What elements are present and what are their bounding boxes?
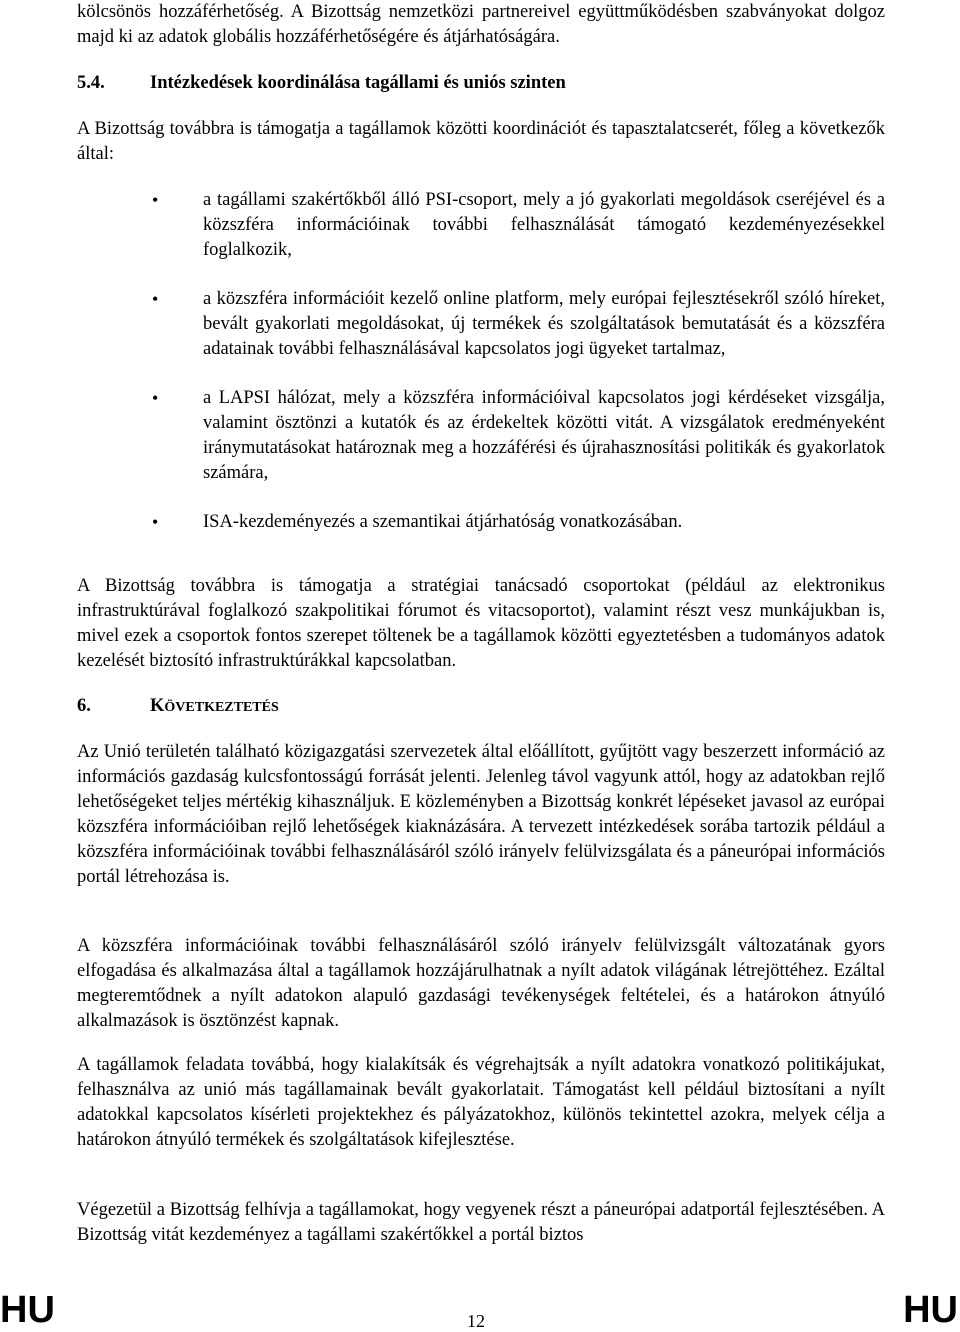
section-6-paragraph: A tagállamok feladata továbbá, hogy kialakítsák és végrehajtsák a nyílt adatokra vonatkozó politikájukat, felhasználva az unió más tagállamainak bevált gyakorlatait. Támogatást kell például biztosítani a nyílt adatokkal kapcsolatos kísérleti projektekhez és pályázatokhoz, különös tekintettel azokra, melyek célja a határokon átnyúló termékek és szolgáltatások kifejlesztése. (77, 1055, 885, 1150)
section-5-4-title: Intézkedések koordinálása tagállami és uniós szinten (150, 73, 566, 93)
list-item: • ISA-kezdeményezés a szemantikai átjárhatóság vonatkozásában. (77, 510, 885, 535)
footer-language-code-right: HU (903, 1289, 958, 1331)
page-number: 12 (467, 1311, 485, 1331)
section-5-4-heading (77, 71, 885, 96)
section-5-4-paragraph: A Bizottság továbbra is támogatja a tagállamok közötti koordinációt és tapasztalatcserét, főleg a következők által: (77, 119, 885, 164)
list-item: • a LAPSI hálózat, mely a közszféra információival kapcsolatos jogi kérdéseket vizsgálja, valamint ösztönzi a kutatók és az érdekeltek közötti vitát. A vizsgálatok eredményeként iránymutatásokat határoznak meg a hozzáférési és újrahasznosítási politikák és gyakorlatok számára, (77, 386, 885, 486)
section-6-title-rest: ÖVETKEZTETÉS (164, 700, 279, 715)
footer-language-code-left: HU (0, 1289, 55, 1331)
section-6-number: 6. (77, 696, 91, 716)
section-6-paragraph: Az Unió területén található közigazgatási szervezetek által előállított, gyűjtött vagy beszerzett információ az információs gazdaság kulcsfontosságú forrását jelenti. Jelenleg távol vagyunk attól, hogy az adatokban rejlő lehetőségeket teljes mértékig kihasználjuk. E közleményben a Bizottság konkrét lépéseket javasol az európai közszféra információiban rejlő lehetőségek kiaknázására. A tervezett intézkedések sorába tartozik például a közszféra információinak további felhasználásáról szóló irányelv felülvizsgálata és a páneurópai információs portál létrehozása is. (77, 742, 885, 887)
list-item: • a közszféra információit kezelő online platform, mely európai fejlesztésekről szóló híreket, bevált gyakorlati megoldásokat, új termékek és szolgáltatások bemutatását és a közszféra adatainak további felhasználásával kapcsolatos jogi ügyeket tartalmaz, (77, 287, 885, 362)
section-6-paragraph: Végezetül a Bizottság felhívja a tagállamokat, hogy vegyenek részt a páneurópai adatportál fejlesztésében. A Bizottság vitát kezdeményez a tagállami szakértőkkel a portál biztos (77, 1200, 885, 1245)
section-6-title (150, 694, 279, 720)
section-6-title-first: K (150, 696, 165, 716)
section-5-4-closing-paragraph: A Bizottság továbbra is támogatja a stratégiai tanácsadó csoportokat (például az elektronikus infrastruktúrával foglalkozó szakpolitikai fórumot és vitacsoportot), valamint részt vesz munkájukban is, mivel ezek a csoportok fontos szerepet töltenek be a tagállamok közötti egyeztetésben a tudományos adatok kezelését biztosító infrastruktúrákkal kapcsolatban. (77, 576, 885, 671)
section-6-heading (77, 694, 885, 720)
section-5-4-bullet-list (77, 188, 885, 535)
section-6-paragraph: A közszféra információinak további felhasználásáról szóló irányelv felülvizsgált változatának gyors elfogadása és alkalmazása által a tagállamok hozzájárulhatnak a nyílt adatok világának létrejöttéhez. Ezáltal megteremtődnek a nyílt adatokon alapuló gazdasági tevékenységek feltételei, és a határokon átnyúló alkalmazások is ösztönzést kapnak. (77, 936, 885, 1031)
section-5-4-number: 5.4. (77, 73, 105, 93)
list-item: • a tagállami szakértőkből álló PSI-csoport, mely a jó gyakorlati megoldások cseréjével és a közszféra információinak további felhasználását támogató kezdeményezésekkel foglalkozik, (77, 188, 885, 263)
intro-paragraph: kölcsönös hozzáférhetőség. A Bizottság nemzetközi partnereivel együttműködésben szabványokat dolgoz majd ki az adatok globális hozzáférhetőségére és átjárhatóságára. (77, 2, 885, 47)
